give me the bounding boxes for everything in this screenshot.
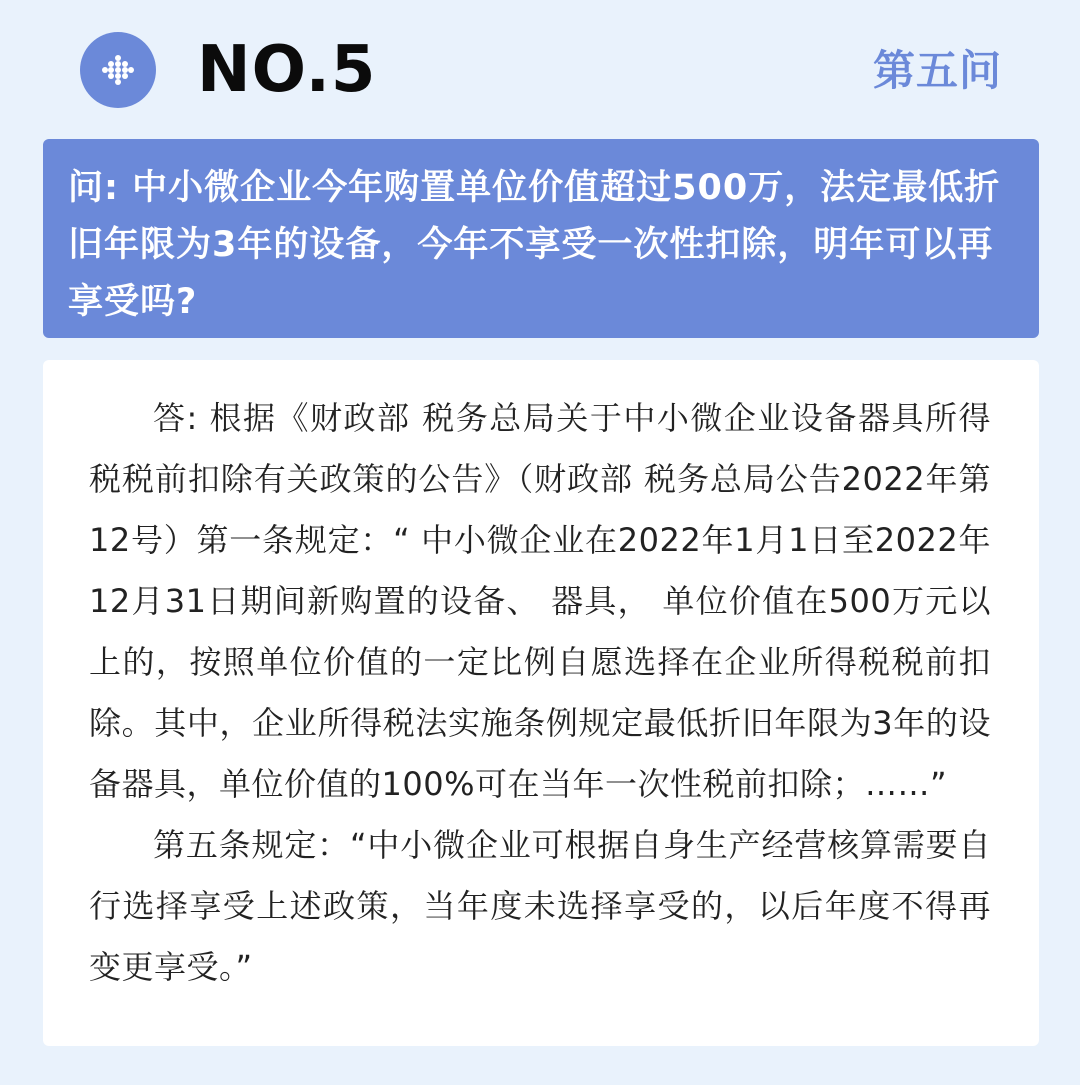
number-badge	[80, 32, 156, 108]
answer-paragraph: 第五条规定：“中小微企业可根据自身生产经营核算需要自行选择享受上述政策，当年度未选择享受的，以后年度不得再变更享受。”	[89, 826, 991, 986]
answer-box	[43, 360, 1039, 1046]
header	[0, 0, 1080, 140]
grid-dots-icon	[80, 32, 156, 108]
answer-paragraph: 答: 根据《财政部 税务总局关于中小微企业设备器具所得税税前扣除有关政策的公告》（财政部 税务总局公告2022年第12号）第一条规定：“ 中小微企业在2022年1月1日至2022年12月31日期间新购置的设备、 器具， 单位价值在500万元以上的，按照单位价值的一定比例自愿选择在企业所得税税前扣除。其中，企业所得税法实施条例规定最低折旧年限为3年的设备器具，单位价值的100%可在当年一次性税前扣除；……”	[89, 399, 991, 803]
question-text: 问: 中小微企业今年购置单位价值超过500万，法定最低折旧年限为3年的设备，今年不享受一次性扣除，明年可以再享受吗?	[68, 168, 1001, 322]
question-number-label: 第五问	[872, 46, 1002, 95]
number-title: NO.5	[197, 33, 377, 107]
question-box	[43, 139, 1039, 338]
